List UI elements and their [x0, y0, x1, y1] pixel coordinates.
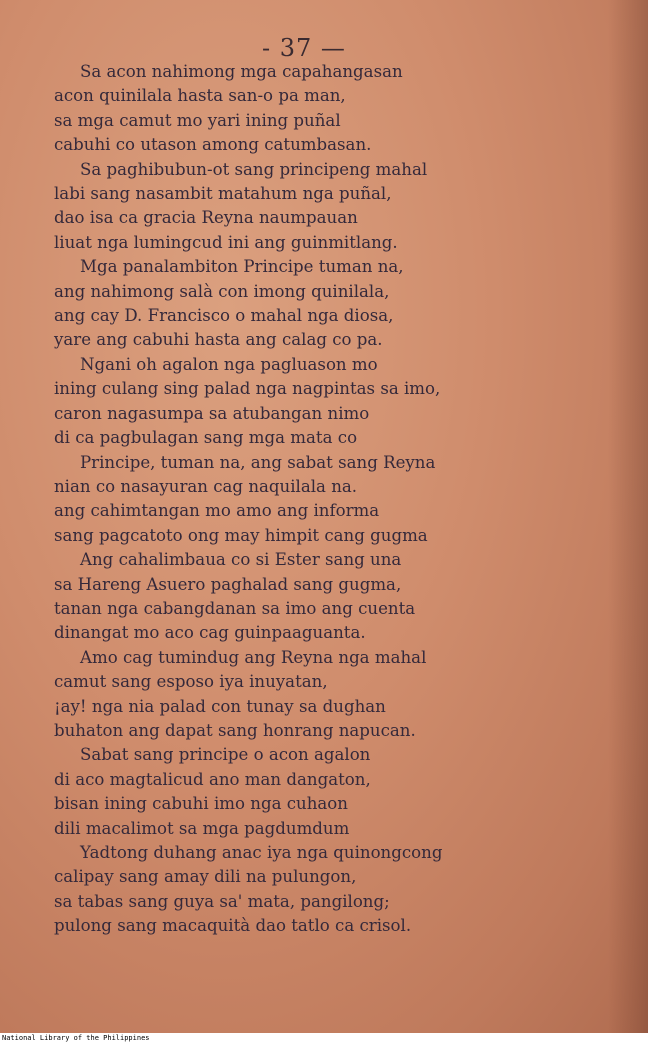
poem-line: Sa paghibubun-ot sang principeng mahal: [80, 159, 428, 179]
poem-line: cabuhi co utason among catumbasan.: [54, 135, 372, 155]
poem-line: Amo cag tumindug ang Reyna nga mahal: [80, 647, 427, 667]
library-credit: National Library of the Philippines: [2, 1034, 150, 1042]
page-number: - 37 —: [262, 34, 346, 62]
poem-line: acon quinilala hasta san-o pa man,: [54, 86, 346, 106]
poem-line: tanan nga cabangdanan sa imo ang cuenta: [54, 598, 416, 618]
poem-line: di aco magtalicud ano man dangaton,: [54, 769, 371, 789]
poem-line: calipay sang amay dili na pulungon,: [54, 867, 357, 887]
poem-line: labi sang nasambit matahum nga puñal,: [54, 184, 392, 204]
poem-line: ang nahimong salà con imong quinilala,: [54, 281, 390, 301]
poem-line: dinangat mo aco cag guinpaaguanta.: [54, 623, 366, 643]
poem-line: buhaton ang dapat sang honrang napucan.: [54, 720, 416, 740]
footer-bar: [0, 1033, 648, 1043]
poem-line: Principe, tuman na, ang sabat sang Reyna: [80, 452, 436, 472]
page-edge-shadow: [608, 0, 648, 1033]
poem-line: sa tabas sang guya sa' mata, pangilong;: [54, 891, 390, 911]
poem-line: Sa acon nahimong mga capahangasan: [80, 62, 403, 81]
poem-line: Ang cahalimbaua co si Ester sang una: [80, 550, 402, 570]
poem-line: sa mga camut mo yari ining puñal: [54, 110, 341, 130]
poem-line: Ngani oh agalon nga pagluason mo: [80, 354, 378, 374]
poem-line: yare ang cabuhi hasta ang calag co pa.: [54, 330, 383, 350]
poem-line: bisan ining cabuhi imo nga cuhaon: [54, 794, 348, 814]
poem-line: sa Hareng Asuero paghalad sang gugma,: [54, 574, 402, 594]
poem-line: dili macalimot sa mga pagdumdum: [54, 818, 350, 838]
poem-line: liuat nga lumingcud ini ang guinmitlang.: [54, 232, 398, 252]
poem-line: nian co nasayuran cag naquilala na.: [54, 476, 358, 496]
poem-line: ¡ay! nga nia palad con tunay sa dughan: [54, 696, 386, 716]
poem-line: caron nagasumpa sa atubangan nimo: [54, 403, 370, 423]
poem-line: Sabat sang principe o acon agalon: [80, 745, 371, 765]
poem-line: Yadtong duhang anac iya nga quinongcong: [80, 843, 443, 862]
poem-line: ining culang sing palad nga nagpintas sa imo,: [54, 379, 441, 399]
poem-line: sang pagcatoto ong may himpit cang gugma: [54, 525, 428, 545]
poem-line: camut sang esposo iya inuyatan,: [54, 672, 328, 692]
poem-line: ang cahimtangan mo amo ang informa: [54, 501, 380, 521]
poem-line: di ca pagbulagan sang mga mata co: [54, 428, 358, 448]
poem-line: ang cay D. Francisco o mahal nga diosa,: [54, 306, 394, 326]
poem-text: [54, 60, 594, 939]
poem-line: dao isa ca gracia Reyna naumpauan: [54, 208, 358, 228]
poem-line: pulong sang macaquità dao tatlo ca crisol.: [54, 916, 412, 936]
poem-line: Mga panalambiton Principe tuman na,: [80, 257, 404, 277]
